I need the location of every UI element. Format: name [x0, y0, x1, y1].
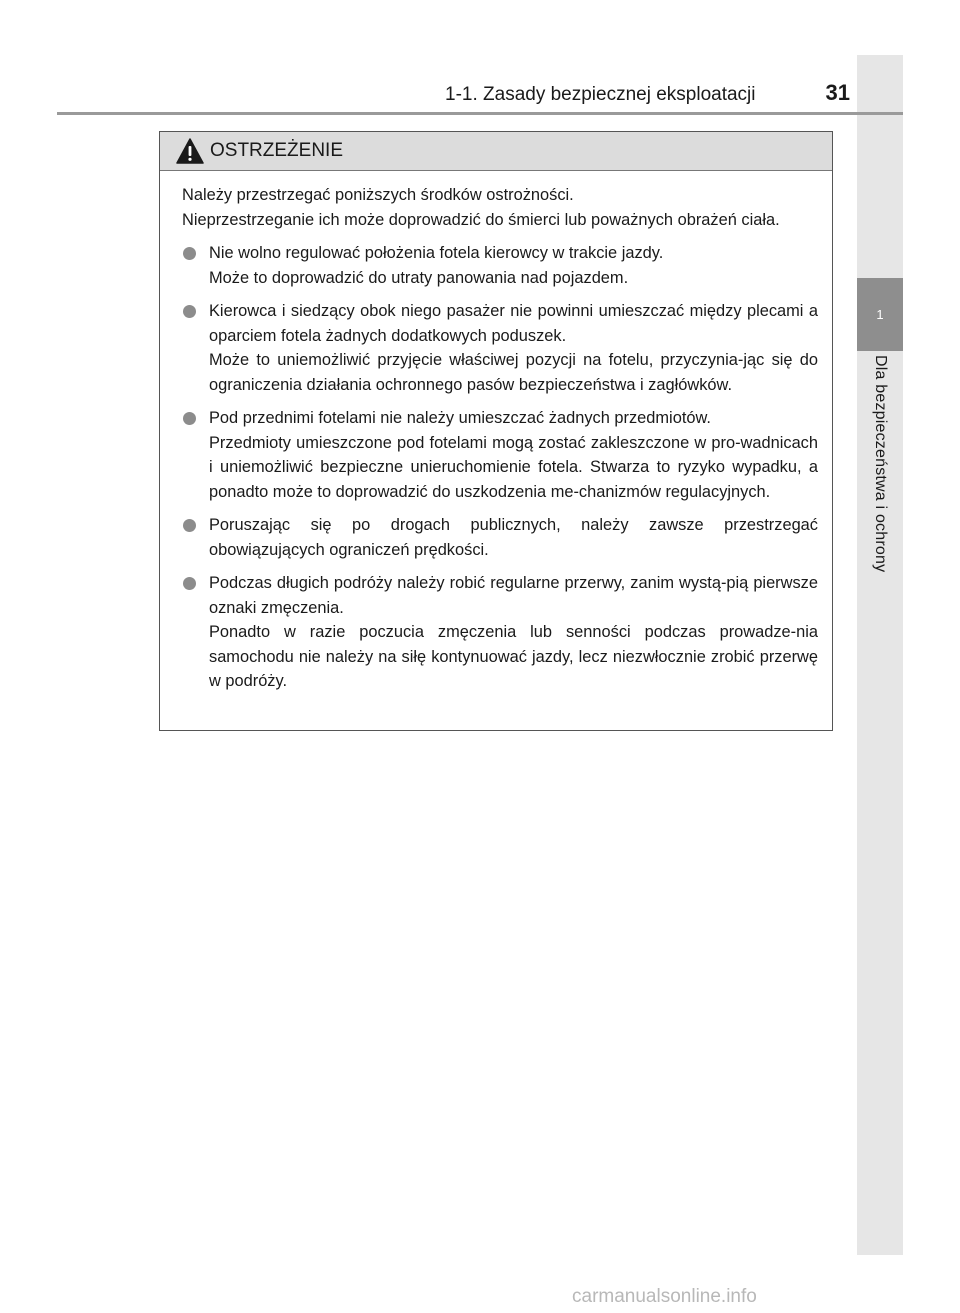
intro-line-2: Nieprzestrzeganie ich może doprowadzić do śmierci lub poważnych obrażeń ciała.	[182, 210, 780, 229]
bullet-text: Kierowca i siedzący obok niego pasażer nie powinni umieszczać między plecami a oparciem fotela żadnych dodatkowych poduszek.	[209, 302, 818, 345]
list-item	[182, 241, 818, 290]
bullet-text: Nie wolno regulować położenia fotela kierowcy w trakcie jazdy.	[209, 244, 664, 262]
chapter-number: 1	[876, 307, 884, 322]
page-number: 31	[825, 80, 850, 105]
intro-line-1: Należy przestrzegać poniższych środków ostrożności.	[182, 186, 574, 204]
warning-triangle-icon	[176, 138, 204, 164]
list-item	[182, 299, 818, 397]
warning-header	[160, 132, 832, 171]
bullet-detail: Może to doprowadzić do utraty panowania nad pojazdem.	[209, 268, 629, 287]
warning-intro	[182, 183, 818, 232]
chapter-tab	[857, 278, 903, 351]
warning-title: OSTRZEŻENIE	[210, 140, 344, 161]
bullet-text: Poruszając się po drogach publicznych, należy zawsze przestrzegać obowiązujących ograniczeń prędkości.	[209, 516, 818, 559]
warning-box	[159, 131, 833, 731]
list-item	[182, 571, 818, 694]
bullet-text: Podczas długich podróży należy robić regularne przerwy, zanim wystą-pią pierwsze oznaki zmęczenia.	[209, 574, 818, 617]
bullet-dot-icon	[183, 247, 196, 260]
bullet-detail: Przedmioty umieszczone pod fotelami mogą zostać zakleszczone w pro-wadnicach i uniemożliwić bezpieczne unieruchomienie fotela. Stwarza to ryzyko wypadku, a ponadto może to doprowadzić do uszkodzenia me-chanizmów regulacyjnych.	[209, 433, 818, 501]
watermark: carmanualsonline.info	[572, 1286, 757, 1307]
bullet-text: Pod przednimi fotelami nie należy umieszczać żadnych przedmiotów.	[209, 409, 711, 427]
warning-body	[160, 171, 832, 694]
bullet-detail: Ponadto w razie poczucia zmęczenia lub senności podczas prowadze-nia samochodu nie należy na siłę kontynuować jazdy, lecz niezwłocznie zrobić przerwę w podróży.	[209, 623, 818, 690]
bullet-dot-icon	[183, 412, 196, 425]
bullet-dot-icon	[183, 519, 196, 532]
header-rule	[57, 112, 903, 115]
bullet-dot-icon	[183, 305, 196, 318]
list-item	[182, 406, 818, 504]
list-item	[182, 513, 818, 562]
chapter-title: Dla bezpieczeństwa i ochrony	[872, 355, 889, 573]
section-title: 1-1. Zasady bezpiecznej eksploatacji	[445, 84, 756, 105]
bullet-detail: Może to uniemożliwić przyjęcie właściwej pozycji na fotelu, przyczynia-jąc się do ograniczenia działania ochronnego pasów bezpieczeństwa i zagłówków.	[209, 351, 818, 394]
side-strip	[857, 55, 903, 1255]
bullet-dot-icon	[183, 577, 196, 590]
